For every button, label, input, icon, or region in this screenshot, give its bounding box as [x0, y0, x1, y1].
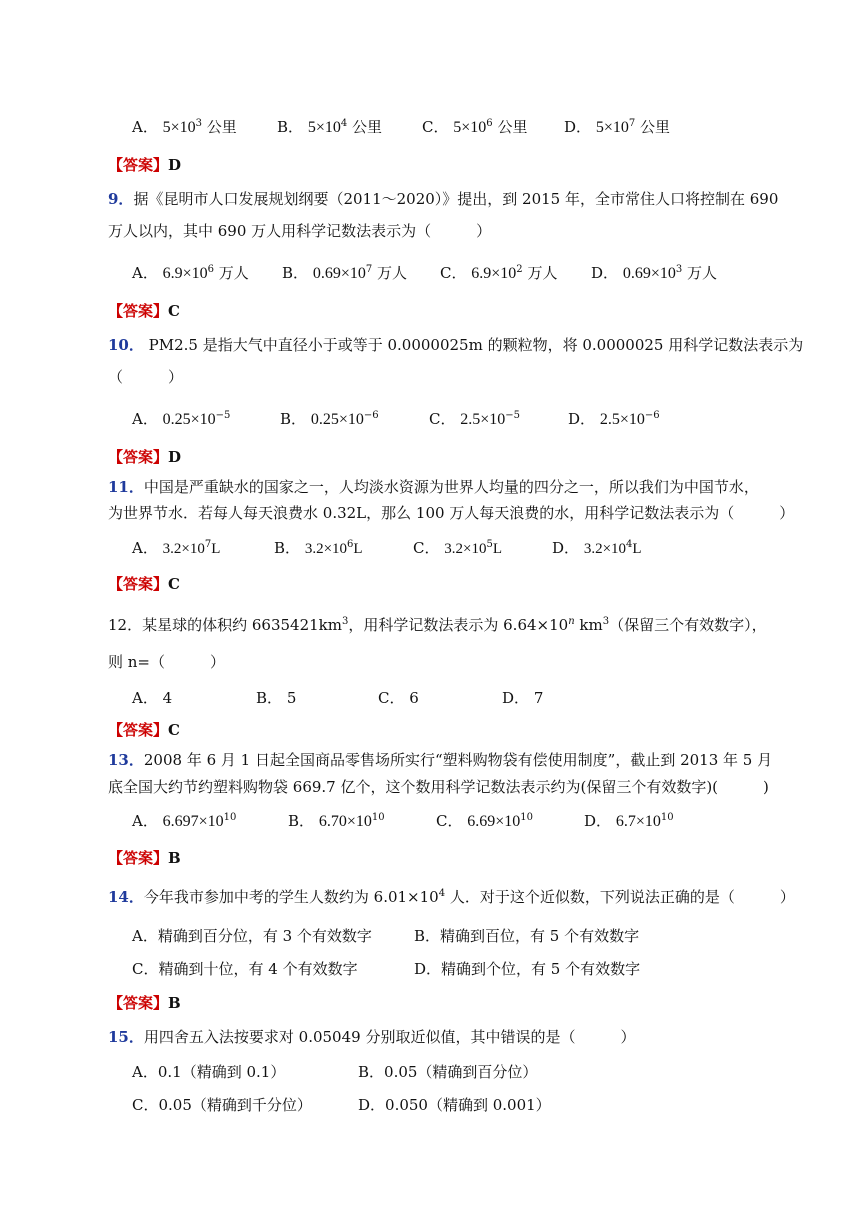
q14-option-d: D．精确到个位，有 5 个有效数字	[414, 960, 641, 978]
q15-option-c: C．0.05（精确到千分位）	[132, 1096, 312, 1114]
q11-stem-line2: 为世界节水．若每人每天浪费水 0.32L，那么 100 万人每天浪费的水，用科学记数法表示为（ ）	[108, 504, 795, 522]
q11-option-b: B． $3.2\times 10^6L$	[274, 539, 363, 557]
q13-stem-line2: 底全国大约节约塑料购物袋 669.7 亿个，这个数用科学记数法表示约为(保留三个有效数字)( )	[108, 778, 769, 796]
q15-option-a: A．0.1（精确到 0.1）	[132, 1063, 286, 1081]
q10-option-d: D． $2.5\times 10^{-6}$	[568, 410, 660, 428]
q11-option-d: D． $3.2\times 10^4L$	[552, 539, 642, 557]
q15-option-d: D．0.050（精确到 0.001）	[358, 1096, 551, 1114]
q8-option-a: A． $5\times 10^3$ 公里	[132, 118, 237, 136]
q11-option-a: A． $3.2\times 10^7L$	[132, 539, 221, 557]
q12-option-b: B． 5	[256, 689, 297, 707]
q13-stem-line1: 13．2008 年 6 月 1 日起全国商品零售场所实行“塑料购物袋有偿使用制度”，截止到 2013 年 5 月	[108, 751, 773, 769]
q10-stem-line2: （ ）	[108, 368, 184, 386]
q15-stem-line1: 15．用四舍五入法按要求对 0.05049 分别取近似值，其中错误的是（ ）	[108, 1028, 636, 1046]
q14-answer: 【答案】B	[108, 994, 181, 1012]
q12-stem-line1: 12．某星球的体积约 $6635421km^3$，用科学记数法表示为 $6.64\times 10^n$ $km^3$（保留三个有效数字），	[108, 616, 767, 634]
q9-option-b: B． $0.69\times 10^7$ 万人	[282, 264, 407, 282]
q9-option-c: C． $6.9\times 10^2$ 万人	[440, 264, 558, 282]
q14-option-b: B．精确到百位，有 5 个有效数字	[414, 927, 640, 945]
q13-option-a: A． $6.697\times 10^{10}$	[132, 812, 237, 830]
q9-option-d: D． $0.69\times 10^3$ 万人	[591, 264, 717, 282]
q12-stem-line2: 则 n=（ ）	[108, 653, 225, 671]
q11-answer: 【答案】C	[108, 575, 180, 593]
q12-option-a: A． 4	[132, 689, 173, 707]
q10-option-b: B． $0.25\times 10^{-6}$	[280, 410, 379, 428]
q13-option-b: B． $6.70\times 10^{10}$	[288, 812, 385, 830]
q8-option-c: C． $5\times 10^6$ 公里	[422, 118, 528, 136]
q14-option-c: C．精确到十位，有 4 个有效数字	[132, 960, 358, 978]
q11-option-c: C． $3.2\times 10^5L$	[413, 539, 503, 557]
q14-stem-line1: 14．今年我市参加中考的学生人数约为 $6.01\times 10^4$ 人．对于这个近似数，下列说法正确的是（ ）	[108, 888, 795, 906]
q9-option-a: A． $6.9\times 10^6$ 万人	[132, 264, 249, 282]
q12-option-c: C． 6	[378, 689, 419, 707]
q9-stem-line2: 万人以内，其中 690 万人用科学记数法表示为（ ）	[108, 222, 492, 240]
q13-option-d: D． $6.7\times 10^{10}$	[584, 812, 674, 830]
q13-option-c: C． $6.69\times 10^{10}$	[436, 812, 534, 830]
q10-stem-line1: 10． PM2.5 是指大气中直径小于或等于 0.0000025m 的颗粒物，将 0.0000025 用科学记数法表示为	[108, 336, 804, 354]
q8-option-d: D． $5\times 10^7$ 公里	[564, 118, 670, 136]
q8-option-b: B． $5\times 10^4$ 公里	[277, 118, 382, 136]
q8-answer: 【答案】D	[108, 156, 182, 174]
q14-option-a: A．精确到百分位，有 3 个有效数字	[132, 927, 372, 945]
q13-answer: 【答案】B	[108, 849, 181, 867]
q9-answer: 【答案】C	[108, 302, 180, 320]
q11-stem-line1: 11．中国是严重缺水的国家之一，人均淡水资源为世界人均量的四分之一，所以我们为中国节水，	[108, 478, 759, 496]
q10-option-c: C． $2.5\times 10^{-5}$	[429, 410, 521, 428]
q9-stem-line1: 9．据《昆明市人口发展规划纲要（2011～2020）》提出，到 2015 年，全市常住人口将控制在 690	[108, 190, 779, 208]
q10-option-a: A． $0.25\times 10^{-5}$	[132, 410, 231, 428]
q15-option-b: B．0.05（精确到百分位）	[358, 1063, 538, 1081]
q10-answer: 【答案】D	[108, 448, 182, 466]
q12-option-d: D． 7	[502, 689, 544, 707]
q12-answer: 【答案】C	[108, 721, 180, 739]
